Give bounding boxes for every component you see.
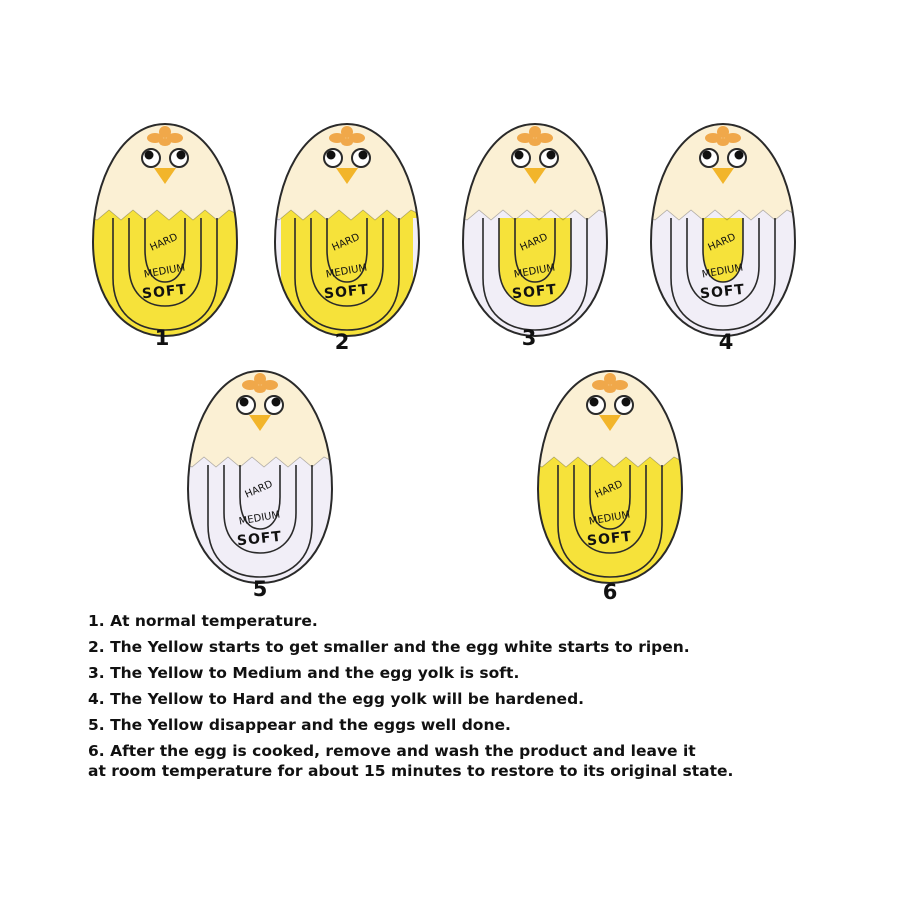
egg-number-4: 4 <box>718 330 734 354</box>
egg-number-3: 3 <box>521 326 537 350</box>
label-soft: SOFT <box>586 528 633 550</box>
egg-lower-body <box>267 210 427 348</box>
label-soft: SOFT <box>511 281 558 303</box>
label-soft: SOFT <box>699 281 746 303</box>
egg-number-2: 2 <box>334 330 350 354</box>
egg-illustration <box>530 365 690 595</box>
white-ring <box>267 218 281 348</box>
egg-lower-body <box>180 457 340 595</box>
instruction-6-continued: at room temperature for about 15 minutes to restore to its original state. <box>88 762 734 780</box>
egg-number-5: 5 <box>252 577 268 601</box>
instruction-5: 5. The Yellow disappear and the eggs well done. <box>88 716 511 734</box>
label-hard: HARD <box>243 478 275 501</box>
egg-number-1: 1 <box>154 326 170 350</box>
egg-timer-5 <box>180 365 340 595</box>
egg-timer-3 <box>455 118 615 348</box>
label-hard: HARD <box>706 231 738 254</box>
egg-illustration <box>455 118 615 348</box>
label-medium: MEDIUM <box>513 262 556 281</box>
white-ring <box>413 218 427 348</box>
egg-illustration <box>267 118 427 348</box>
label-medium: MEDIUM <box>325 262 368 281</box>
label-soft: SOFT <box>323 281 370 303</box>
egg-illustration <box>85 118 245 348</box>
label-hard: HARD <box>518 231 550 254</box>
label-medium: MEDIUM <box>588 509 631 528</box>
label-hard: HARD <box>330 231 362 254</box>
instruction-3: 3. The Yellow to Medium and the egg yolk is soft. <box>88 664 520 682</box>
instruction-6: 6. After the egg is cooked, remove and wash the product and leave it <box>88 742 696 760</box>
label-medium: MEDIUM <box>701 262 744 281</box>
instruction-2: 2. The Yellow starts to get smaller and the egg white starts to ripen. <box>88 638 690 656</box>
instructions-list <box>88 608 878 784</box>
label-medium: MEDIUM <box>143 262 186 281</box>
label-soft: SOFT <box>236 528 283 550</box>
label-hard: HARD <box>593 478 625 501</box>
instruction-1: 1. At normal temperature. <box>88 612 318 630</box>
label-soft: SOFT <box>141 281 188 303</box>
egg-timer-1 <box>85 118 245 348</box>
label-medium: MEDIUM <box>238 509 281 528</box>
egg-number-6: 6 <box>602 580 618 604</box>
egg-timer-4 <box>643 118 803 348</box>
egg-illustration <box>643 118 803 348</box>
label-hard: HARD <box>148 231 180 254</box>
instruction-4: 4. The Yellow to Hard and the egg yolk will be hardened. <box>88 690 585 708</box>
egg-illustration <box>180 365 340 595</box>
egg-lower-body <box>530 457 690 595</box>
egg-timer-2 <box>267 118 427 348</box>
egg-timer-6 <box>530 365 690 595</box>
